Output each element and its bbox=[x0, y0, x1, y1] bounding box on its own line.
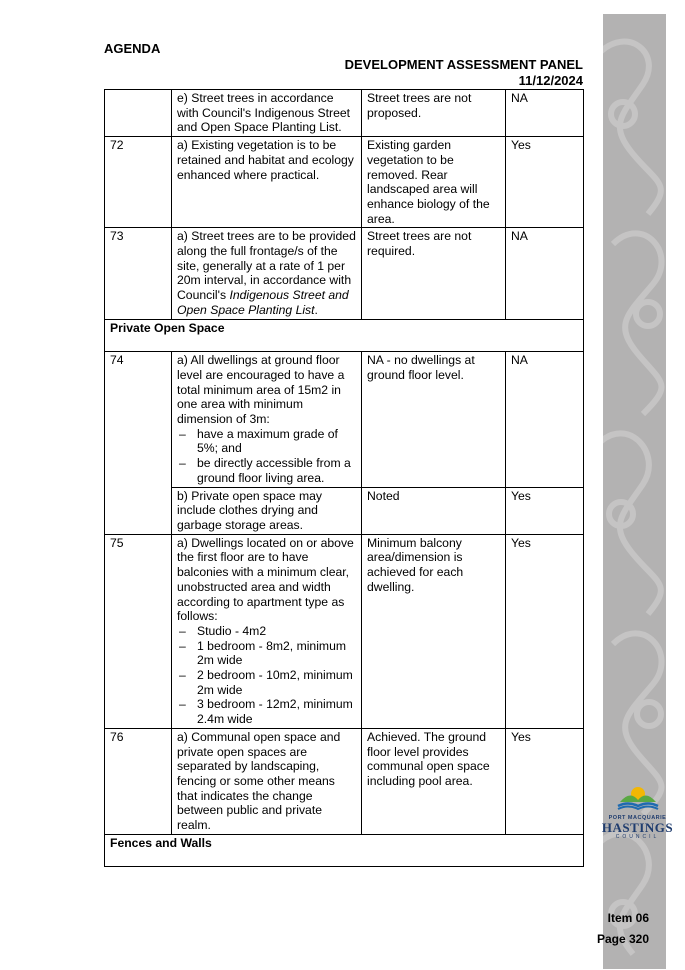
section-row bbox=[105, 834, 584, 851]
requirement-text: a) Dwellings located on or above the first floor are to have balconies with a minimum clear, unobstructed area and width according to apartment type as follows: bbox=[177, 535, 354, 624]
council-logo bbox=[600, 782, 675, 840]
compliance: NA bbox=[506, 352, 584, 487]
clause-number: 76 bbox=[105, 728, 172, 834]
requirement bbox=[172, 534, 362, 728]
compliance: Yes bbox=[506, 137, 584, 228]
table-row bbox=[105, 90, 584, 137]
section-heading: Fences and Walls bbox=[105, 834, 584, 851]
table-row bbox=[105, 228, 584, 319]
section-heading: Private Open Space bbox=[105, 319, 584, 336]
panel-title: DEVELOPMENT ASSESSMENT PANEL bbox=[344, 57, 583, 72]
requirement: b) Private open space may include clothes drying and garbage storage areas. bbox=[172, 487, 362, 534]
compliance: Yes bbox=[506, 728, 584, 834]
page-number: Page 320 bbox=[596, 932, 649, 946]
requirement: e) Street trees in accordance with Council's Indigenous Street and Open Space Planting List. bbox=[172, 90, 362, 137]
meeting-date: 11/12/2024 bbox=[518, 73, 583, 88]
logo-line-2: HASTINGS bbox=[601, 820, 674, 835]
clause-number: 72 bbox=[105, 137, 172, 228]
table-row bbox=[105, 137, 584, 228]
requirement bbox=[172, 228, 362, 319]
table-row bbox=[105, 487, 584, 534]
requirement bbox=[172, 352, 362, 487]
table-row bbox=[105, 728, 584, 834]
list-item: – 1 bedroom - 8m2, minimum 2m wide bbox=[177, 639, 356, 668]
compliance: Yes bbox=[506, 534, 584, 728]
list-item: – 3 bedroom - 12m2, minimum 2.4m wide bbox=[177, 697, 356, 726]
bullet-list bbox=[177, 624, 356, 727]
compliance: NA bbox=[506, 90, 584, 137]
list-item: – have a maximum grade of 5%; and bbox=[177, 427, 356, 456]
list-item: – Studio - 4m2 bbox=[177, 624, 356, 639]
section-row bbox=[105, 319, 584, 336]
logo-line-1: PORT MACQUARIE bbox=[608, 815, 667, 821]
response: Street trees are not required. bbox=[362, 228, 506, 319]
agenda-heading: AGENDA bbox=[104, 41, 161, 56]
clause-number bbox=[105, 90, 172, 137]
requirement: a) Existing vegetation is to be retained and habitat and ecology enhanced where practical. bbox=[172, 137, 362, 228]
table-row bbox=[105, 534, 584, 728]
compliance: NA bbox=[506, 228, 584, 319]
assessment-table bbox=[104, 89, 584, 867]
response: NA - no dwellings at ground floor level. bbox=[362, 352, 506, 487]
clause-number: 73 bbox=[105, 228, 172, 319]
section-spacer bbox=[105, 851, 584, 867]
response: Existing garden vegetation to be removed. Rear landscaped area will enhance biology of the area. bbox=[362, 137, 506, 228]
item-number: Item 06 bbox=[607, 911, 649, 925]
response: Street trees are not proposed. bbox=[362, 90, 506, 137]
response: Noted bbox=[362, 487, 506, 534]
bullet-list bbox=[177, 427, 356, 486]
list-item: – be directly accessible from a ground floor living area. bbox=[177, 456, 356, 485]
council-emblem-icon bbox=[616, 782, 660, 810]
panel-heading bbox=[345, 57, 583, 89]
planting-list-reference: Indigenous Street and Open Space Planting List bbox=[177, 288, 349, 317]
list-item: – 2 bedroom - 10m2, minimum 2m wide bbox=[177, 668, 356, 697]
response: Achieved. The ground floor level provides communal open space including pool area. bbox=[362, 728, 506, 834]
section-spacer bbox=[105, 336, 584, 352]
requirement-end: . bbox=[314, 302, 318, 317]
compliance: Yes bbox=[506, 487, 584, 534]
table-row bbox=[105, 352, 584, 487]
requirement-text: a) All dwellings at ground floor level are encouraged to have a total minimum area of 15m2 in one area with minimum dimension of 3m: bbox=[177, 353, 345, 427]
response: Minimum balcony area/dimension is achieved for each dwelling. bbox=[362, 534, 506, 728]
requirement-text: a) Street trees are to be provided along the full frontage/s of the site, generally at a rate of 1 per 20m interval, in accordance with Council's bbox=[177, 229, 356, 303]
clause-number: 75 bbox=[105, 534, 172, 728]
clause-number: 74 bbox=[105, 352, 172, 534]
requirement: a) Communal open space and private open spaces are separated by landscaping, fencing or some other means that indicates the change between public and private realm. bbox=[172, 728, 362, 834]
logo-line-3: COUNCIL bbox=[615, 834, 660, 840]
